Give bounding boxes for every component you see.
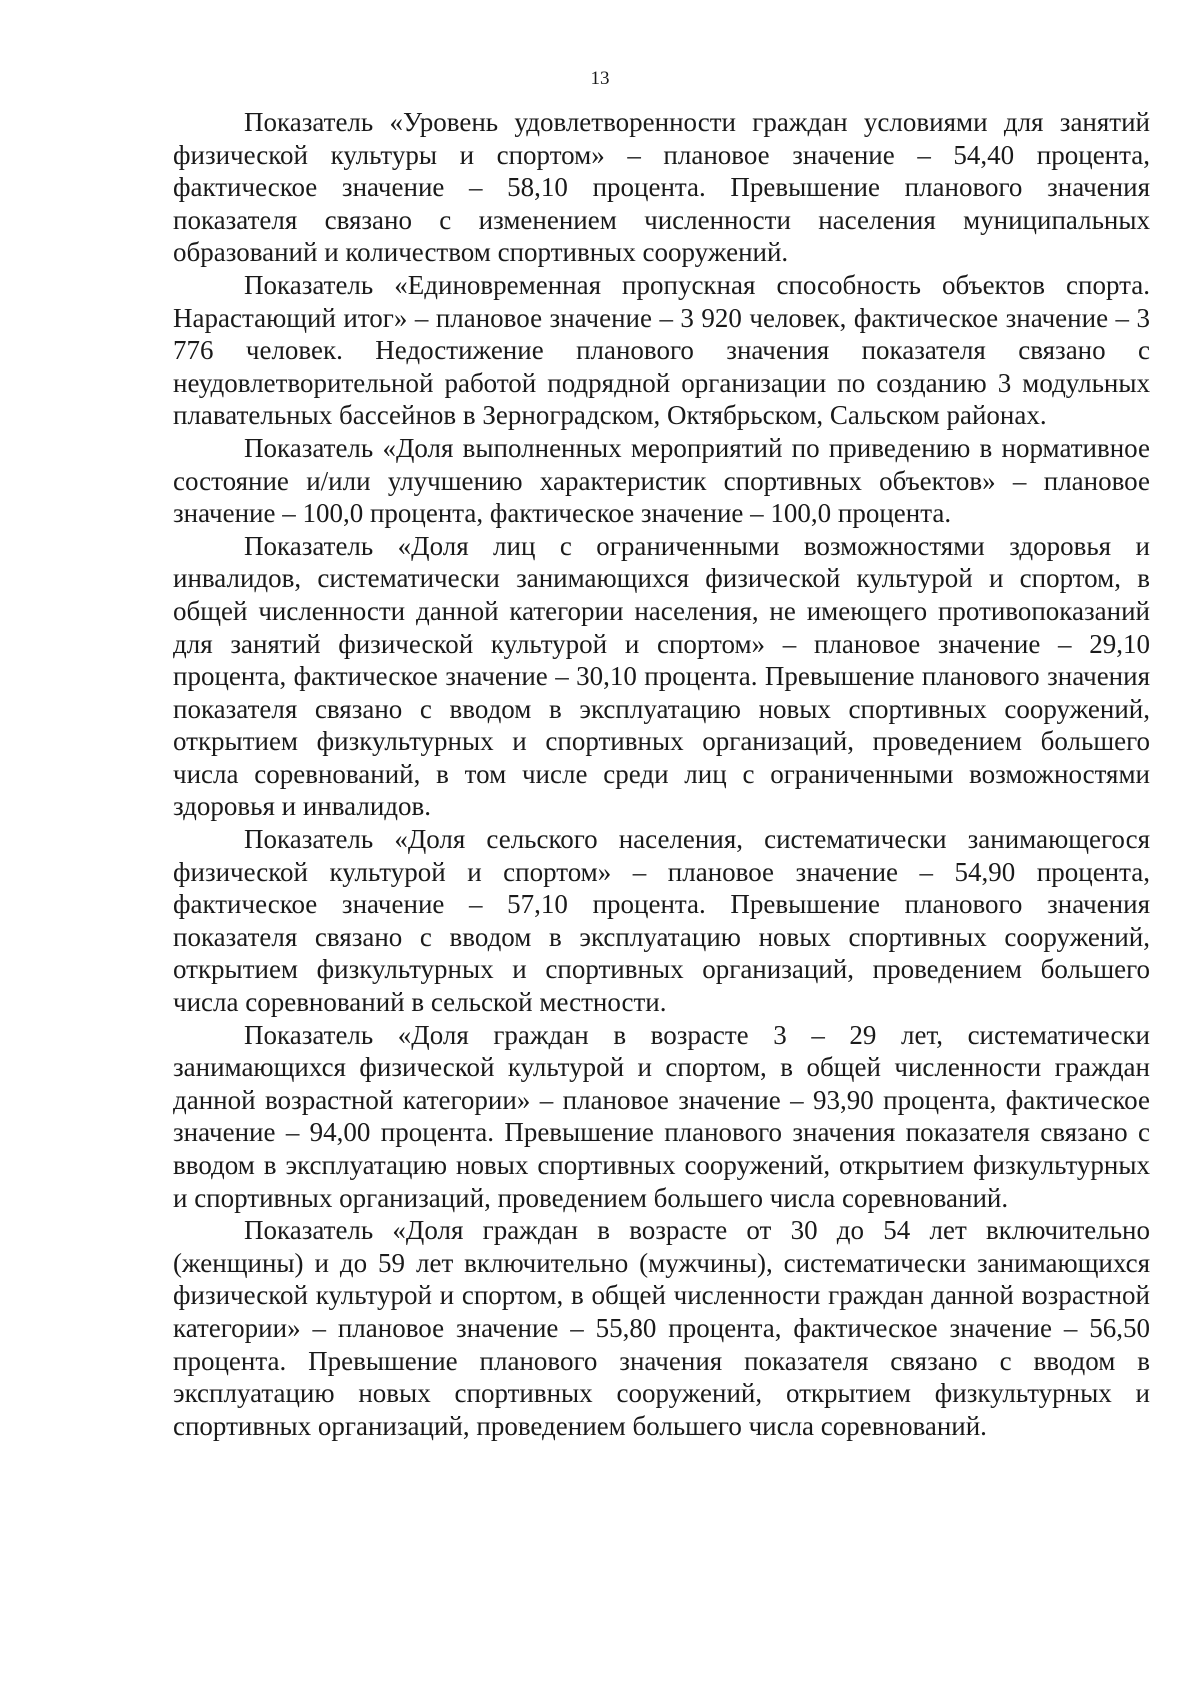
paragraph-completed-measures: Показатель «Доля выполненных мероприятий по приведению в нормативное состояние и/или улучшению характеристик спортивных объектов» – плановое значение – 100,0 процента, фактическое значение – 100,0 процента.: [173, 432, 1150, 529]
paragraph-rural-population: Показатель «Доля сельского населения, систематически занимающегося физической культурой и спортом» – плановое значение – 54,90 процента, фактическое значение – 57,10 процента. Превышение планового значения показателя связано с вводом в эксплуатацию новых спортивных сооружений, открытием физкультурных и спортивных организаций, проведением большего числа соревнований в сельской местности.: [173, 824, 1150, 1018]
document-body: [173, 106, 1150, 1442]
paragraph-throughput-capacity: Показатель «Единовременная пропускная способность объектов спорта. Нарастающий итог» – плановое значение – 3 920 человек, фактическое значение – 3 776 человек. Недостижение планового значения показателя связано с неудовлетворительной работой подрядной организации по созданию 3 модульных плавательных бассейнов в Зерноградском, Октябрьском, Сальском районах.: [173, 269, 1150, 431]
paragraph-satisfaction-level: Показатель «Уровень удовлетворенности граждан условиями для занятий физической культуры и спортом» – плановое значение – 54,40 процента, фактическое значение – 58,10 процента. Превышение планового значения показателя связано с изменением численности населения муниципальных образований и количеством спортивных сооружений.: [173, 107, 1150, 268]
paragraph-age-30-59: Показатель «Доля граждан в возрасте от 30 до 54 лет включительно (женщины) и до 59 лет включительно (мужчины), систематически занимающихся физической культурой и спортом, в общей численности граждан данной возрастной категории» – плановое значение – 55,80 процента, фактическое значение – 56,50 процента. Превышение планового значения показателя связано с вводом в эксплуатацию новых спортивных сооружений, открытием физкультурных и спортивных организаций, проведением большего числа соревнований.: [173, 1215, 1150, 1441]
paragraph-disabled-persons: Показатель «Доля лиц с ограниченными возможностями здоровья и инвалидов, систематически занимающихся физической культурой и спортом, в общей численности данной категории населения, не имеющего противопоказаний для занятий физической культурой и спортом» – плановое значение – 29,10 процента, фактическое значение – 30,10 процента. Превышение планового значения показателя связано с вводом в эксплуатацию новых спортивных сооружений, открытием физкультурных и спортивных организаций, проведением большего числа соревнований, в том числе среди лиц с ограниченными возможностями здоровья и инвалидов.: [173, 530, 1150, 822]
paragraph-age-3-29: Показатель «Доля граждан в возрасте 3 – 29 лет, систематически занимающихся физической культурой и спортом, в общей численности граждан данной возрастной категории» – плановое значение – 93,90 процента, фактическое значение – 94,00 процента. Превышение планового значения показателя связано с вводом в эксплуатацию новых спортивных сооружений, открытием физкультурных и спортивных организаций, проведением большего числа соревнований.: [173, 1019, 1150, 1213]
page-number: 13: [590, 68, 610, 89]
